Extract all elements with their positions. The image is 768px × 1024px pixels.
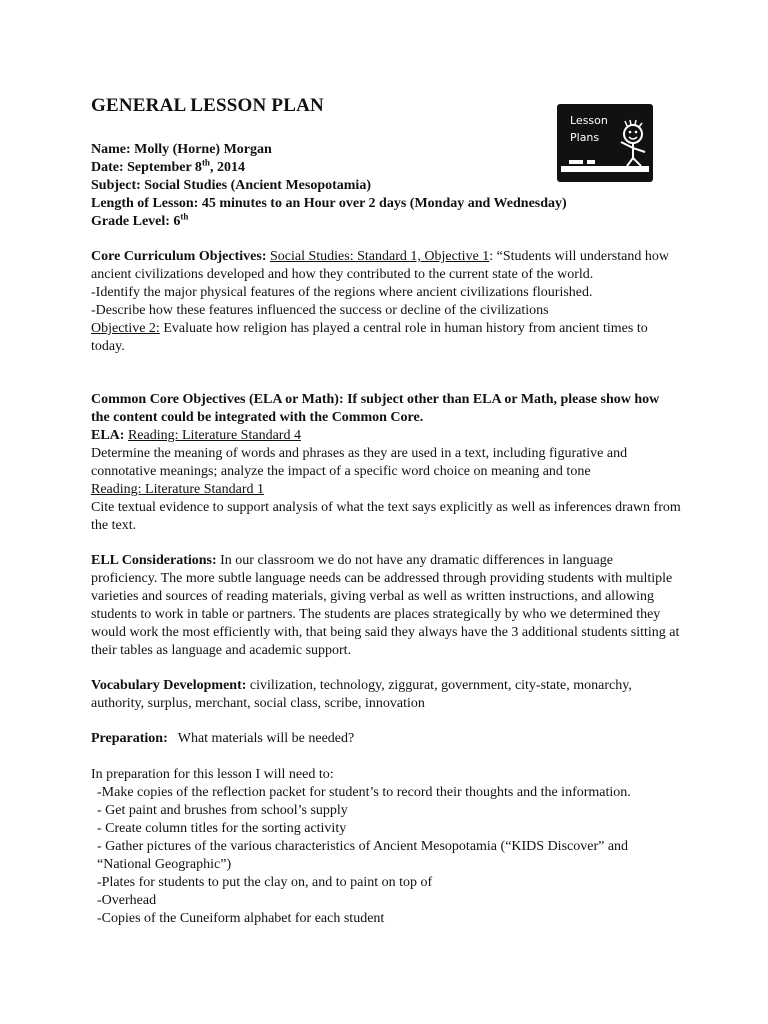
date-sup: th (201, 157, 210, 168)
core-text-2: Evaluate how religion has played a central role in human history from ancient times to today. (91, 321, 648, 354)
list-item: -Copies of the Cuneiform alphabet for each student (97, 911, 385, 926)
preparation-question: What materials will be needed? (177, 731, 355, 746)
list-item: -Make copies of the reflection packet for student’s to record their thoughts and the information. (97, 785, 631, 800)
grade-line (91, 213, 681, 231)
core-text-1: : “Students will understand how ancient civilizations developed and how they contributed to the current state of the world. (91, 249, 669, 282)
grade-prefix: Grade Level: 6 (91, 214, 181, 229)
list-item: -Overhead (97, 893, 157, 908)
date-suffix: , 2014 (209, 160, 245, 175)
length-line: Length of Lesson: 45 minutes to an Hour over 2 days (Monday and Wednesday) (91, 196, 567, 211)
ela-standard-4: Reading: Literature Standard 4 (127, 428, 301, 443)
preparation-list (91, 766, 681, 928)
preparation-heading (91, 730, 681, 748)
ell-text: In our classroom we do not have any dramatic differences in language proficiency. The more subtle language needs can be addressed through providing students with multiple varieties and sources of reading materials, giving verbal as well as written instructions, and allowing students to work in table or partners. The students are places strategically by who we determined they would work the most efficiently with, that being said they always have the 3 additional students sitting at their tables as language and academic support. (91, 553, 680, 658)
list-item: -Plates for students to put the clay on, and to paint on top of (97, 875, 433, 890)
name-line: Name: Molly (Horne) Morgan (91, 142, 272, 157)
ela-standard-4-text: Determine the meaning of words and phrases as they are used in a text, including figurative and connotative meanings; analyze the impact of a specific word choice on meaning and tone (91, 446, 628, 479)
core-objective-1 (91, 248, 681, 284)
ell-label: ELL Considerations: (91, 553, 217, 568)
ela-standard-1: Reading: Literature Standard 1 (91, 482, 264, 497)
ela-line (91, 427, 681, 445)
list-item: - Create column titles for the sorting activity (97, 821, 347, 836)
core-label: Core Curriculum Objectives: (91, 249, 267, 264)
logo-line-1: Lesson (570, 114, 608, 127)
common-core-heading: Common Core Objectives (ELA or Math): If subject other than ELA or Math, please show how the content could be integrated with the Common Core. (91, 392, 660, 425)
core-bullet-1: -Identify the major physical features of the regions where ancient civilizations flourished. (91, 285, 593, 300)
logo-line-2: Plans (570, 131, 600, 144)
core-standard-link: Social Studies: Standard 1, Objective 1 (269, 249, 490, 264)
page-title: GENERAL LESSON PLAN (91, 95, 324, 116)
vocabulary-text: civilization, technology, ziggurat, government, city-state, monarchy, authority, surplus, merchant, social class, scribe, innovation (91, 678, 632, 711)
core-bullet-2: -Describe how these features influenced the success or decline of the civilizations (91, 303, 549, 318)
common-core-section (91, 391, 681, 535)
ell-section (91, 552, 681, 660)
date-line (91, 159, 681, 177)
preparation-intro: In preparation for this lesson I will need to: (91, 767, 334, 782)
ela-standard-1-text: Cite textual evidence to support analysis of what the text says explicitly as well as inferences drawn from the text. (91, 500, 681, 533)
date-prefix: Date: September 8 (91, 160, 202, 175)
vocabulary-label: Vocabulary Development: (91, 678, 247, 693)
list-item: - Get paint and brushes from school’s supply (97, 803, 348, 818)
ela-label: ELA: (91, 428, 125, 443)
grade-sup: th (180, 211, 189, 222)
vocabulary-section (91, 677, 681, 713)
subject-line: Subject: Social Studies (Ancient Mesopotamia) (91, 178, 371, 193)
core-objective-2 (91, 320, 681, 356)
header-info (91, 141, 681, 231)
list-item: - Gather pictures of the various characteristics of Ancient Mesopotamia (“KIDS Discover” and “National Geographic”) (97, 839, 629, 872)
core-curriculum-section (91, 248, 681, 356)
core-objective-2-label: Objective 2: (91, 321, 160, 336)
preparation-label: Preparation: (91, 731, 168, 746)
